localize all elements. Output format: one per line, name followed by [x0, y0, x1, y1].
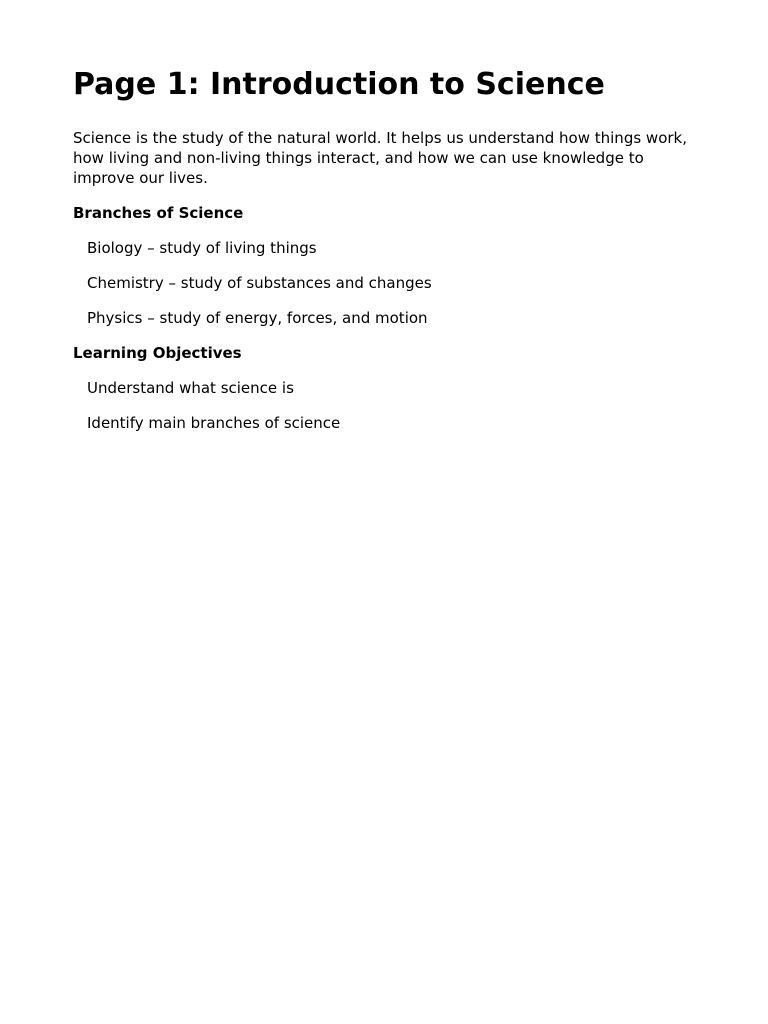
list-item: Understand what science is: [87, 379, 294, 397]
section-heading-branches: Branches of Science: [73, 204, 244, 222]
page-title: Page 1: Introduction to Science: [73, 67, 605, 102]
section-heading-objectives: Learning Objectives: [73, 344, 242, 362]
intro-paragraph: Science is the study of the natural world. It helps us understand how things work, how living and non-living things interact, and how we can use knowledge to improve our lives.: [73, 129, 687, 187]
list-item: Identify main branches of science: [87, 414, 341, 432]
list-item: Chemistry – study of substances and changes: [87, 274, 432, 292]
list-item: Biology – study of living things: [87, 239, 317, 257]
list-item: Physics – study of energy, forces, and motion: [87, 309, 428, 327]
